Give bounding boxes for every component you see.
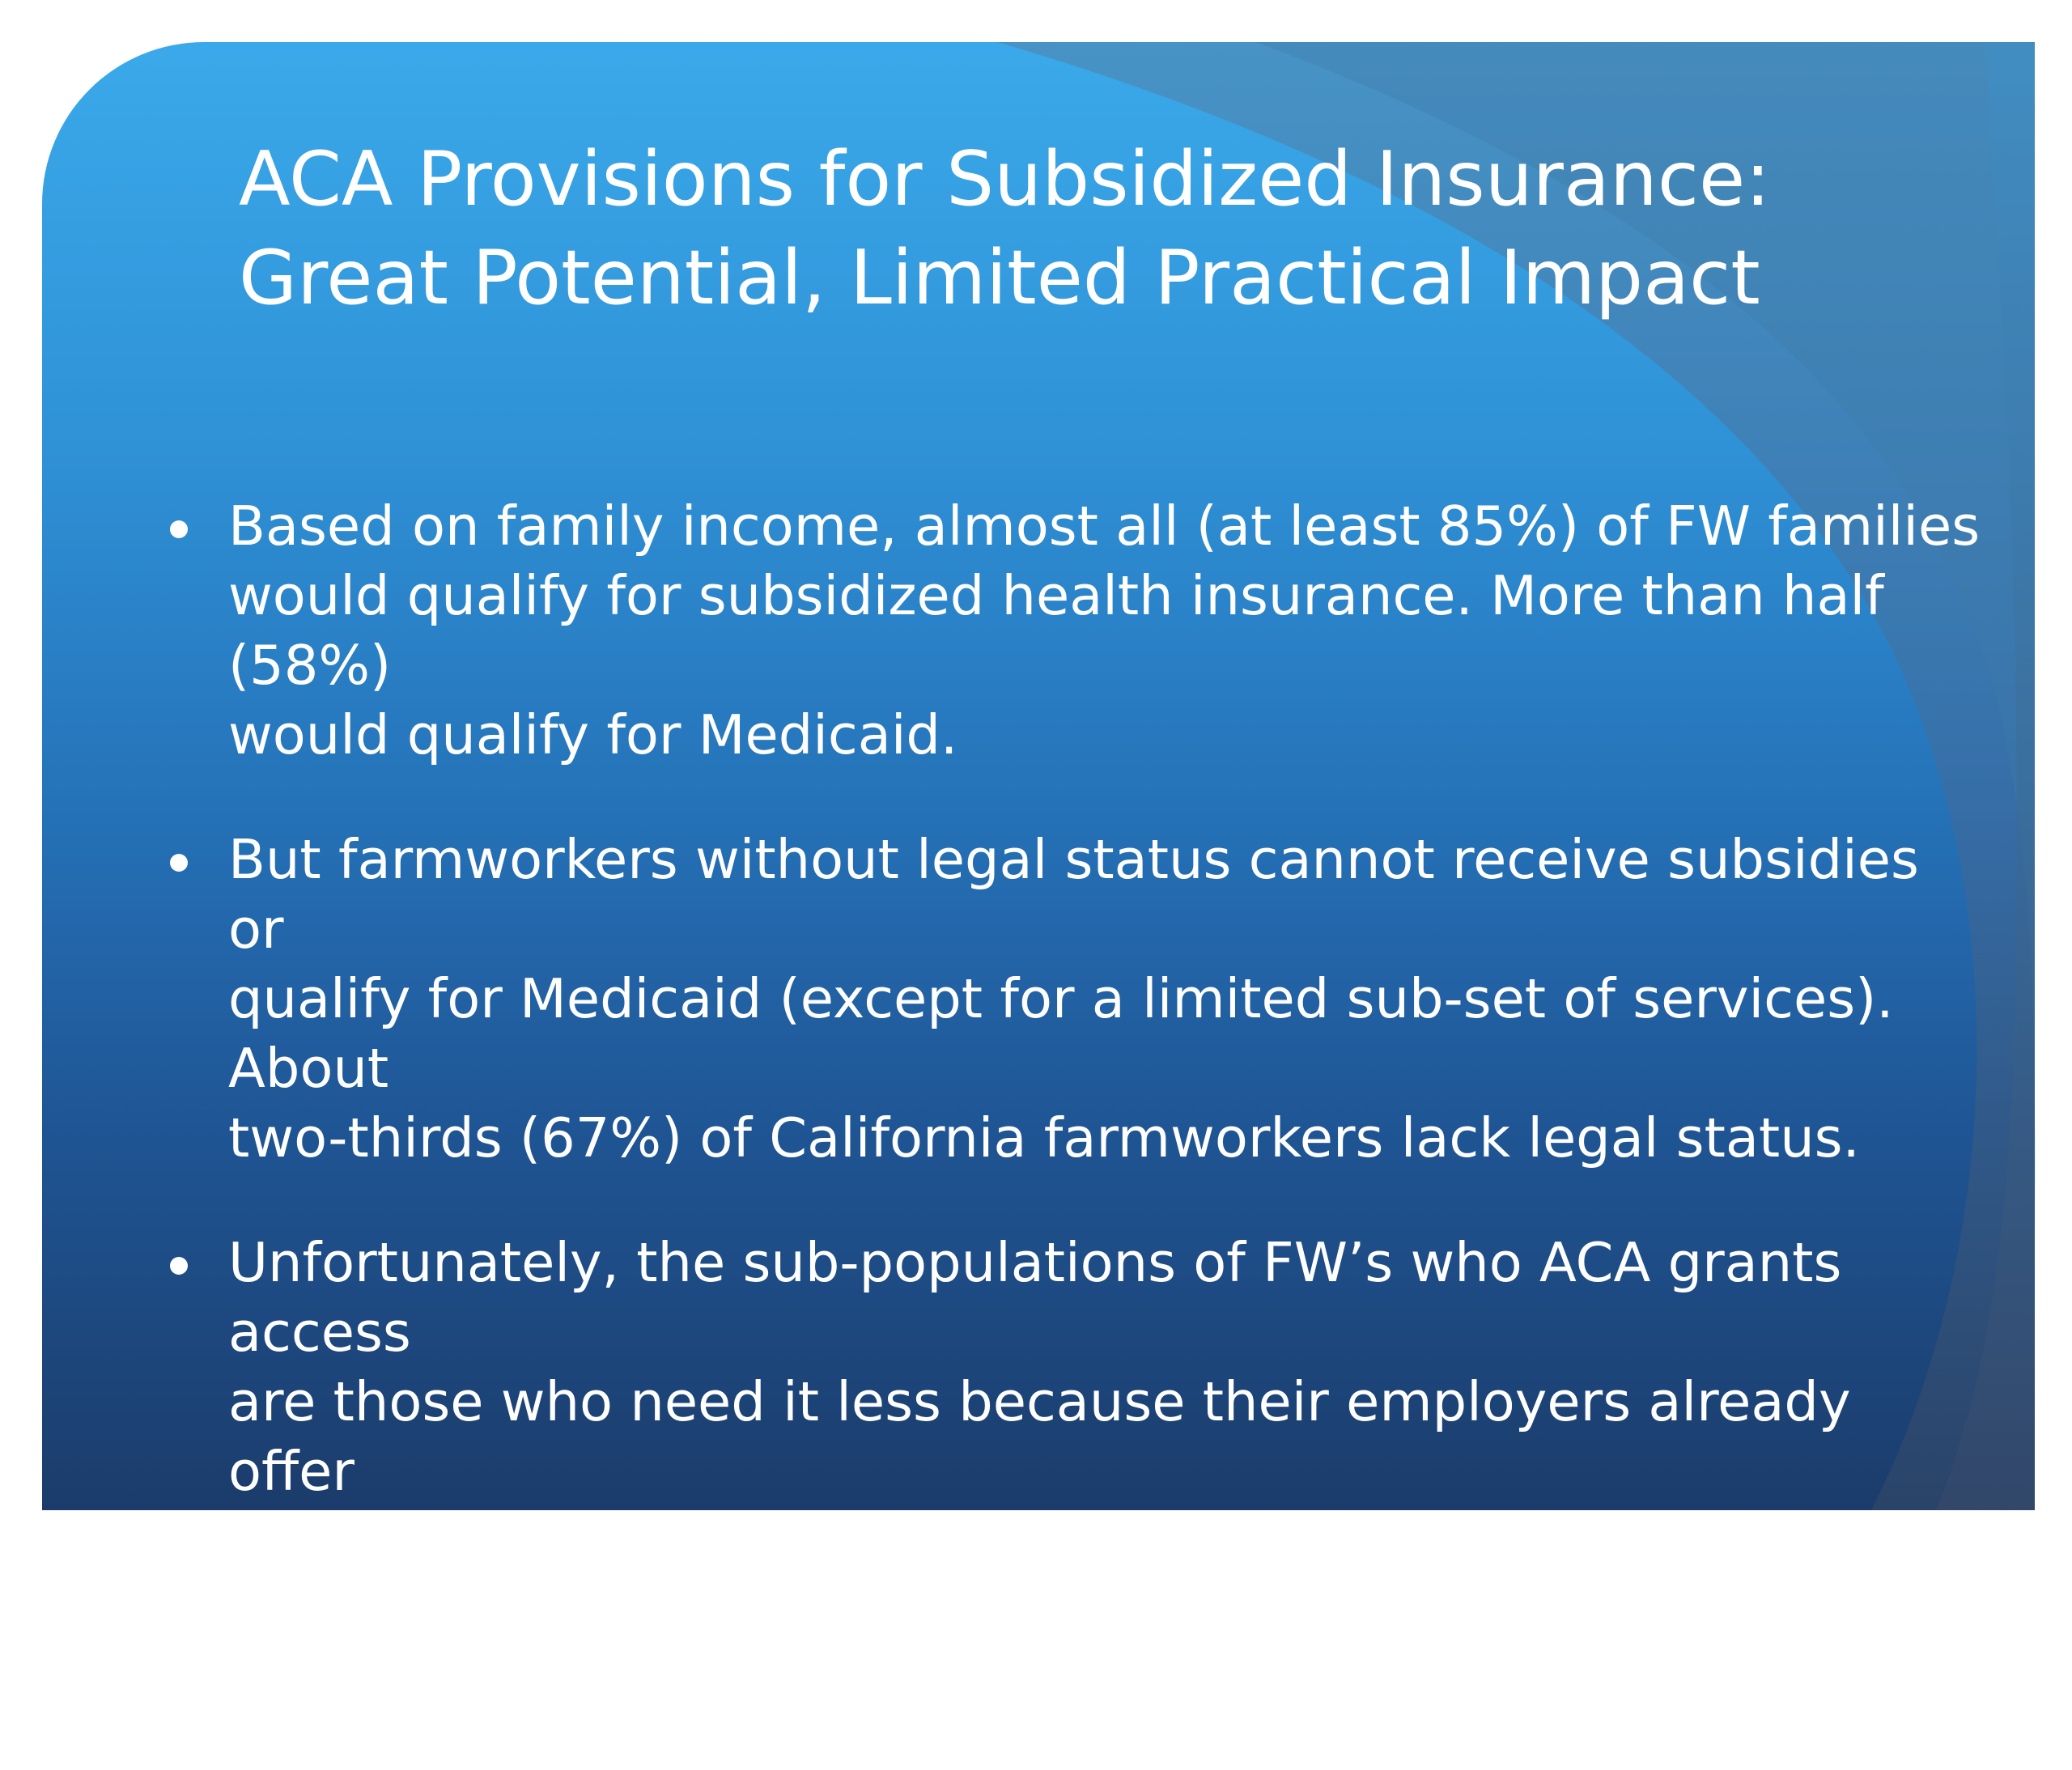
bullet-item-2	[123, 825, 1985, 1173]
bullet-dot-icon	[170, 520, 188, 538]
title-line-2: Great Potential, Limited Practical Impact	[239, 234, 1760, 321]
slide-title	[239, 129, 1858, 327]
bullet-2-line-2: qualify for Medicaid (except for a limited sub-set of services). About	[228, 967, 1894, 1100]
bullet-3-line-2: are those who need it less because their employers already offer	[228, 1370, 1851, 1503]
bullet-list	[123, 491, 1985, 1770]
title-line-1: ACA Provisions for Subsidized Insurance:	[239, 135, 1771, 223]
bullet-3-line-1: Unfortunately, the sub-populations of FW’s who ACA grants access	[228, 1231, 1842, 1364]
bullet-1-line-1: Based on family income, almost all (at least 85%) of FW families	[228, 494, 1981, 558]
bullet-item-1	[123, 491, 1985, 770]
bullet-1-line-3: would qualify for Medicaid.	[228, 703, 958, 766]
bullet-1-line-2: would qualify for subsidized health insurance. More than half (58%)	[228, 564, 1884, 697]
bullet-3-line-3: them insurance and those who most need access are those who are	[228, 1509, 1976, 1642]
bullet-dot-icon	[170, 1257, 188, 1275]
bullet-2-line-1: But farmworkers without legal status cannot receive subsidies or	[228, 828, 1919, 961]
slide	[42, 42, 2035, 1712]
bullet-2-line-3: two-thirds (67%) of California farmworkers lack legal status.	[228, 1106, 1860, 1169]
bullet-item-3	[123, 1228, 1985, 1715]
bullet-3-line-4: denied access due to legal status	[228, 1649, 1137, 1712]
bullet-dot-icon	[170, 854, 188, 872]
